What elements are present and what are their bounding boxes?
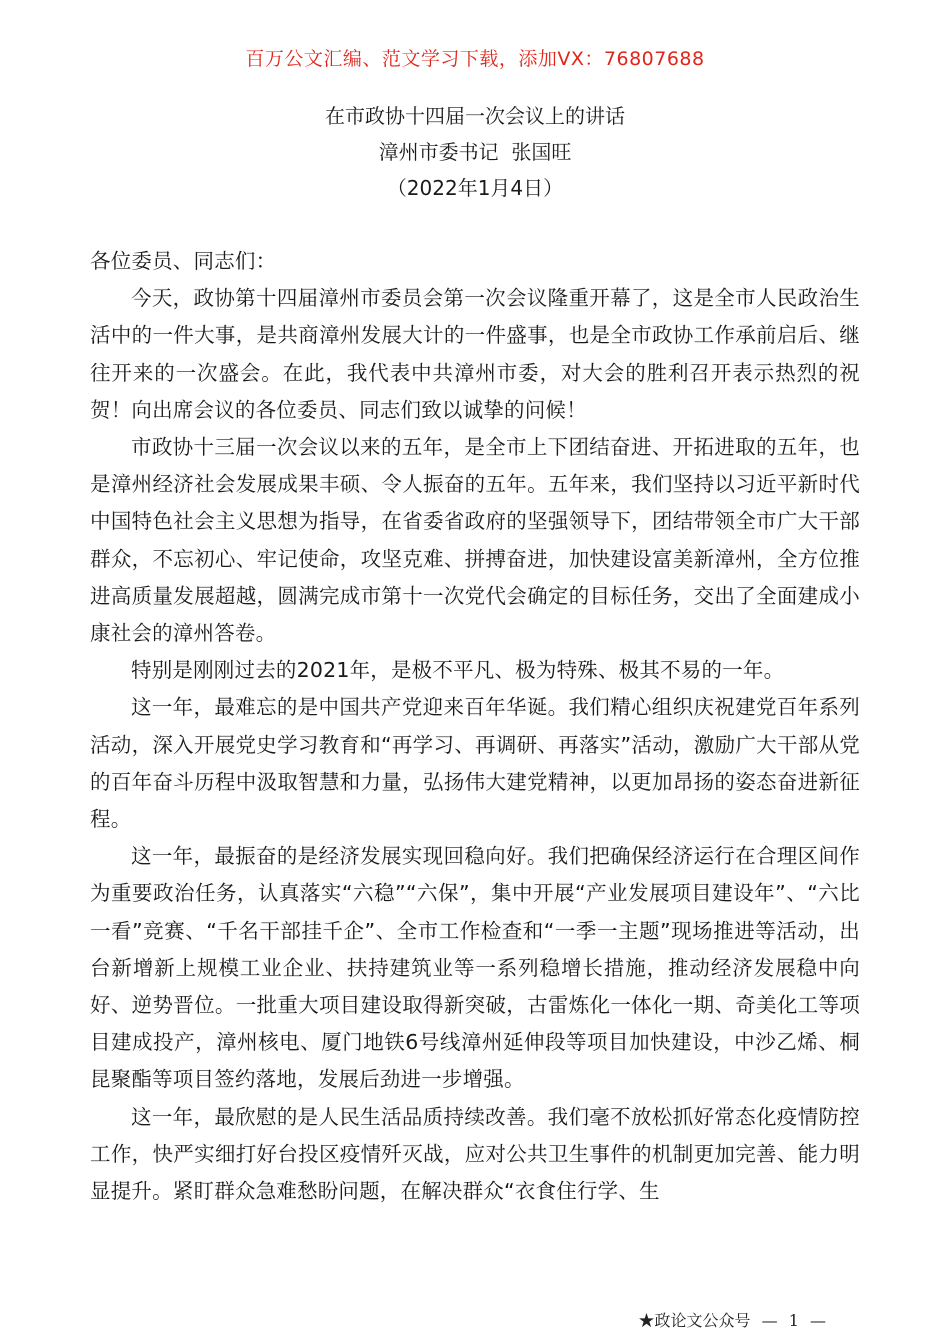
paragraph: 特别是刚刚过去的2021年，是极不平凡、极为特殊、极其不易的一年。 — [131, 658, 785, 683]
page-footer — [639, 1308, 832, 1331]
speech-title: 在市政协十四届一次会议上的讲话 — [325, 104, 625, 128]
paragraph: 今天，政协第十四届漳州市委员会第一次会议隆重开幕了，这是全市人民政治生活中的一件大事，是共商漳州发展大计的一件盛事，也是全市政协工作承前启后、继往开来的一次盛会。在此，我代表中共漳州市委，对大会的胜利召开表示热烈的祝贺！向出席会议的各位委员、同志们致以诚挚的问候！ — [90, 286, 860, 422]
footer-dash-left: — — [761, 1311, 778, 1330]
header-ad-text: 百万公文汇编、范文学习下载，添加VX：76807688 — [245, 48, 705, 70]
title-block — [0, 98, 950, 206]
page-number: 1 — [788, 1311, 799, 1330]
footer-dash-right: — — [810, 1311, 826, 1330]
speech-date: （2022年1月4日） — [386, 176, 564, 200]
paragraph: 市政协十三届一次会议以来的五年，是全市上下团结奋进、开拓进取的五年，也是漳州经济社会发展成果丰硕、令人振奋的五年。五年来，我们坚持以习近平新时代中国特色社会主义思想为指导，在省委省政府的坚强领导下，团结带领全市广大干部群众，不忘初心、牢记使命，攻坚克难、拼搏奋进，加快建设富美新漳州，全方位推进高质量发展超越，圆满完成市第十一次党代会确定的目标任务，交出了全面建成小康社会的漳州答卷。 — [90, 435, 860, 646]
speech-author: 漳州市委书记 张国旺 — [378, 140, 572, 164]
salutation: 各位委员、同志们： — [90, 249, 277, 273]
speech-body — [90, 243, 860, 1210]
footer-source: ★政论文公众号 — [638, 1311, 751, 1330]
paragraph: 这一年，最难忘的是中国共产党迎来百年华诞。我们精心组织庆祝建党百年系列活动，深入开展党史学习教育和“再学习、再调研、再落实”活动，激励广大干部从党的百年奋斗历程中汲取智慧和力量，弘扬伟大建党精神，以更加昂扬的姿态奋进新征程。 — [90, 695, 860, 832]
paragraph: 这一年，最振奋的是经济发展实现回稳向好。我们把确保经济运行在合理区间作为重要政治任务，认真落实“六稳”“六保”，集中开展“产业发展项目建设年”、“六比一看”竞赛、“千名干部挂千企”、全市工作检查和“一季一主题”现场推进等活动，出台新增新上规模工业企业、扶持建筑业等一系列稳增长措施，推动经济发展稳中向好、逆势晋位。一批重大项目建设取得新突破，古雷炼化一体化一期、奇美化工等项目建成投产，漳州核电、厦门地铁6号线漳州延伸段等项目加快建设，中沙乙烯、桐昆聚酯等项目签约落地，发展后劲进一步增强。 — [90, 844, 860, 1092]
paragraph: 这一年，最欣慰的是人民生活品质持续改善。我们毫不放松抓好常态化疫情防控工作，快严实细打好台投区疫情歼灭战，应对公共卫生事件的机制更加完善、能力明显提升。紧盯群众急难愁盼问题，在解决群众“衣食住行学、生 — [90, 1104, 860, 1204]
